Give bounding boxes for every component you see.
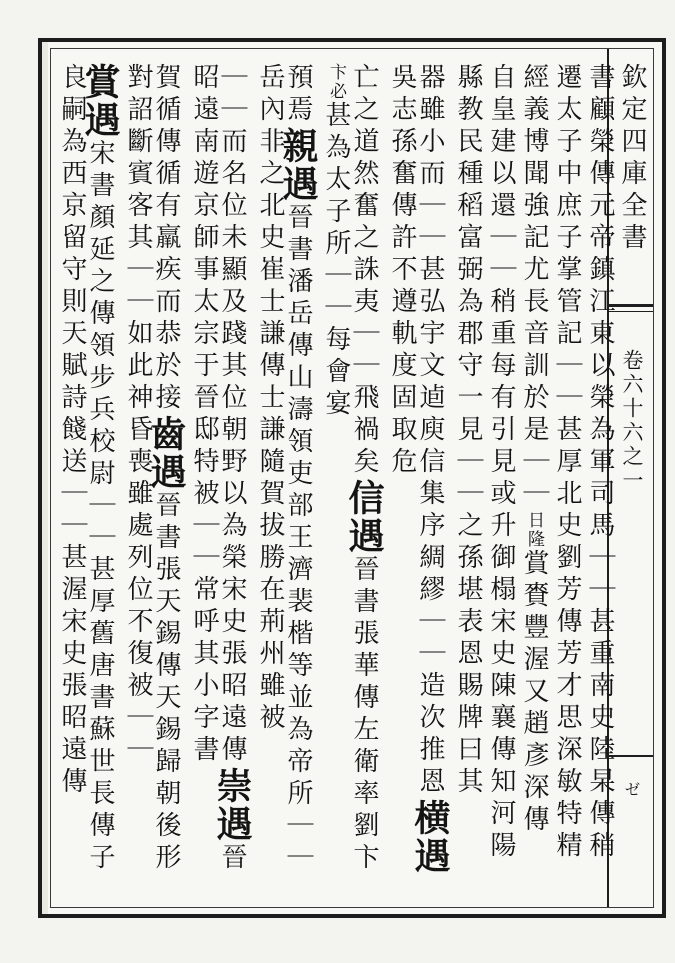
body-text: 預焉 [283,63,313,127]
body-text: 縣教民種稻富弼為郡守一見｜｜之孫堪表恩賜牌曰其 [453,63,483,799]
body-text: 書 [189,735,219,767]
gutter-title: 欽定四庫全書 [617,63,647,255]
body-text: 書顧榮傳元帝鎮江東以榮為軍司馬｜｜甚重南史陸杲傳稍 [585,63,615,863]
entry-heading: 賞遇 [79,63,121,139]
body-text: ｜｜而名位未顯及踐其位朝野以為榮宋史張昭遠傳 [217,63,247,767]
text-column [113,63,151,903]
body-text: 晉書潘岳傳山濤領吏部王濟裴楷等並為帝所｜｜ [283,203,313,875]
fishtail-low [609,755,653,757]
text-frame [50,48,654,908]
entry-heading: 親遇 [277,127,319,203]
body-text: 賀循傳循有羸疾而恭於接 [151,63,181,415]
body-text: 晉書張天錫傳天錫歸朝後形 [151,491,181,875]
body-text: 晉 [217,843,247,875]
body-text: 宋書顏延之傳領步兵校尉｜｜甚厚舊唐書蘇世長傳子 [85,139,115,875]
body-text: 岳內非之北史崔士謙傳士謙隨賀拔勝在荊州雖被 [255,63,285,735]
entry-heading: 齒遇 [145,415,187,491]
fishtail-bottom [609,311,653,312]
entry-heading: 崇遇 [211,767,253,843]
small-note: 日隆 [524,511,544,549]
text-column [47,63,85,903]
body-text: 晉書張華傳左衛率劉卞 [349,555,379,875]
body-text: 良嗣為西京留守則天賦詩餞送｜｜甚渥宋史張昭遠傳 [57,63,87,799]
text-column [443,63,481,903]
body-text: 昭遠南遊京師事太宗于晉邸特被｜｜常呼其小字 [189,63,219,735]
body-text: 吳志孫奮傳許不遵軌度固取危 [387,63,417,479]
gutter-page-mark: ゼ [622,781,641,797]
body-text: 賞賚豐渥又趙彥深傳 [519,549,549,837]
entry-heading: 横遇 [409,799,451,875]
entry-heading: 信遇 [343,479,385,555]
small-note: 卞必 [326,63,346,101]
book-page [38,38,666,918]
fishtail-top [609,304,653,307]
body-text: 自皇建以還｜｜稍重每有引見或升御榻宋史陳襄傳知河陽 [486,63,516,863]
body-text: 甚為太子所｜｜每會宴 [321,101,351,421]
gutter-volume: 卷六十六之一 [620,349,644,493]
body-text: 遷太子中庶子掌管記｜｜甚厚北史劉芳傳芳才思深敏特精 [552,63,582,863]
body-text: 神昏喪雖處列位不復被｜｜ [123,383,153,767]
body-text: 經義博聞強記尤長音訓於是｜｜ [519,63,549,511]
body-text: 對詔斷賓客其｜｜如此 [123,63,153,383]
body-text: 器雖小而｜｜甚弘宇文逌庾信集序綢繆｜｜造次推恩 [415,63,445,799]
body-text: 亡之道然奮之誅夷｜｜飛禍矣 [349,63,379,479]
